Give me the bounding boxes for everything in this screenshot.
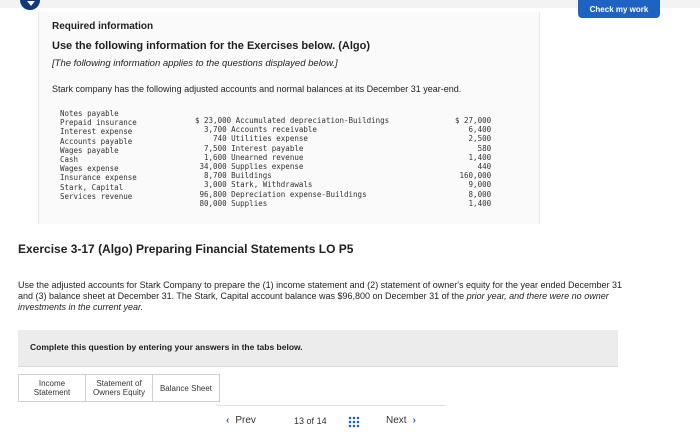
account-line: 34,000 Supplies expense (195, 162, 304, 172)
accounts-column-2 (195, 116, 389, 208)
page-indicator (294, 416, 327, 426)
account-line: 2,500 (468, 134, 492, 144)
account-line: Cash (60, 155, 79, 165)
instructions-heading: Use the following information for the Exercises below. (Algo) (52, 40, 371, 52)
statement-tabs (18, 374, 220, 402)
current-page: 13 (294, 416, 305, 426)
tab-balance-sheet[interactable]: Balance Sheet (153, 374, 220, 402)
account-line: 80,000 Supplies (195, 198, 268, 208)
bookmark-icon (20, 0, 40, 10)
required-info-heading: Required information (52, 21, 154, 32)
account-line: Insurance expense (60, 173, 137, 183)
account-line: 7,500 Interest payable (195, 143, 304, 153)
applies-note: [The following information applies to the questions displayed below.] (52, 58, 338, 69)
account-line: Accounts payable (60, 136, 133, 146)
account-line: 3,700 Accounts receivable (195, 125, 317, 135)
account-line: Notes payable (60, 109, 119, 118)
complete-instructions-bar (18, 330, 618, 367)
pager (216, 405, 446, 436)
account-line: Prepaid insurance (60, 118, 137, 128)
next-button[interactable]: Next › (386, 415, 416, 426)
exercise-description (18, 280, 638, 313)
account-line: Interest expense (60, 127, 133, 137)
account-line: 96,800 Depreciation expense-Buildings (195, 189, 367, 199)
account-line: 3,000 Stark, Withdrawals (195, 180, 313, 190)
stark-intro: Stark company has the following adjusted accounts and normal balances at its December 31 year-end. (52, 84, 462, 94)
account-line: 580 (477, 143, 492, 153)
exercise-title: Exercise 3-17 (Algo) Preparing Financial Statements LO P5 (18, 242, 354, 256)
account-line: 1,400 (468, 152, 492, 162)
complete-instructions: Complete this question by entering your answers in the tabs below. (30, 342, 303, 352)
accounts-column-1 (60, 109, 137, 201)
tab-income-statement[interactable]: Income Statement (18, 374, 86, 402)
account-line: 740 Utilities expense (195, 134, 308, 144)
account-line: 160,000 (459, 171, 492, 181)
account-line: Services revenue (60, 191, 133, 201)
total-pages: 14 (316, 416, 327, 426)
exercise-desc-text: Use the adjusted accounts for Stark Company to prepare the (1) income statement and (2) statement of owner's equity for the year ended December 31 and (3) balance sheet at December 31. The Stark, Capital account balance was $96,800 on December 31 of the (18, 280, 623, 301)
account-line: $ 27,000 (455, 116, 492, 125)
accounts-column-3 (455, 116, 491, 208)
account-line: 1,600 Unearned revenue (195, 152, 304, 162)
account-line: 1,400 (468, 198, 492, 208)
account-line: 8,700 Buildings (195, 171, 272, 181)
account-line: 440 (477, 162, 492, 172)
account-line: Wages payable (60, 145, 119, 155)
account-line: 9,000 (468, 180, 492, 190)
page-of: of (306, 416, 315, 426)
account-line: 6,400 (468, 125, 492, 135)
prev-button[interactable]: ‹ Prev (226, 415, 256, 426)
account-line: Stark, Capital (60, 182, 124, 192)
grid-icon[interactable] (348, 416, 360, 428)
exercise-desc-italic: prior year, and there were no owner investments in the current year. (18, 291, 609, 312)
check-my-work-button[interactable]: Check my work (578, 0, 660, 18)
account-line: Wages expense (60, 164, 119, 174)
account-line: 8,000 (468, 189, 492, 199)
tab-owners-equity[interactable]: Statement of Owners Equity (86, 374, 153, 402)
account-line: $ 23,000 Accumulated depreciation-Buildings (195, 116, 390, 125)
